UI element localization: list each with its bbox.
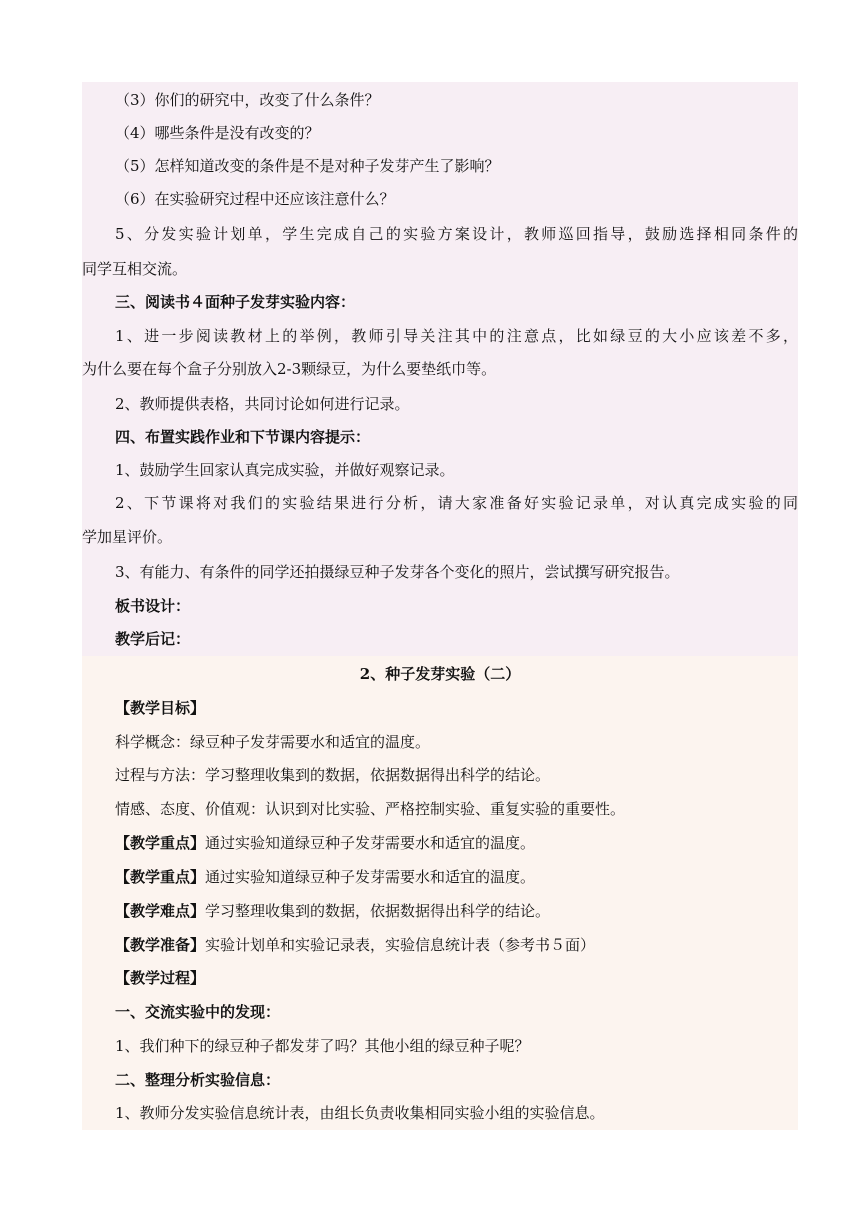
teaching-prep-label: 【教学准备】	[115, 936, 206, 954]
analyze-item1: 1、教师分发实验信息统计表，由组长负责收集相同实验小组的实验信息。	[115, 1104, 605, 1122]
difficult-point-text: 学习整理收集到的数据，依据数据得出科学的结论。	[205, 902, 551, 920]
key-point-1-text: 通过实验知道绿豆种子发芽需要水和适宜的温度。	[205, 834, 536, 852]
step5-line1: 5、分发实验计划单，学生完成自己的实验方案设计，教师巡回指导，鼓励选择相同条件的	[115, 225, 798, 243]
homework-item2-line2: 学加星评价。	[82, 528, 173, 546]
heading-read-textbook: 三、阅读书４面种子发芽实验内容：	[115, 293, 356, 311]
teaching-process-heading: 【教学过程】	[115, 969, 206, 987]
key-point-2-label: 【教学重点】	[115, 868, 206, 886]
goal-attitude-values: 情感、态度、价值观：认识到对比实验、严格控制实验、重复实验的重要性。	[115, 800, 626, 818]
question-5: （5）怎样知道改变的条件是不是对种子发芽产生了影响？	[115, 157, 500, 175]
lesson2-title: 2、种子发芽实验（二）	[359, 665, 521, 683]
share-item1: 1、我们种下的绿豆种子都发芽了吗？其他小组的绿豆种子呢？	[115, 1037, 530, 1055]
key-point-2-text: 通过实验知道绿豆种子发芽需要水和适宜的温度。	[205, 868, 536, 886]
heading-analyze-data: 二、整理分析实验信息：	[115, 1071, 281, 1089]
key-point-2	[82, 866, 798, 888]
read-item1-line2: 为什么要在每个盒子分别放入2-3颗绿豆，为什么要垫纸巾等。	[82, 360, 497, 378]
homework-item1: 1、鼓励学生回家认真完成实验，并做好观察记录。	[115, 461, 455, 479]
read-item1-line1: 1、进一步阅读教材上的举例，教师引导关注其中的注意点，比如绿豆的大小应该差不多，	[115, 327, 798, 345]
homework-item2-line1: 2、下节课将对我们的实验结果进行分析，请大家准备好实验记录单，对认真完成实验的同	[115, 494, 798, 512]
heading-homework: 四、布置实践作业和下节课内容提示：	[115, 428, 371, 446]
teaching-prep-text: 实验计划单和实验记录表，实验信息统计表（参考书５面）	[205, 936, 596, 954]
teaching-prep	[82, 934, 798, 956]
key-point-1	[82, 832, 798, 854]
goal-science-concept: 科学概念：绿豆种子发芽需要水和适宜的温度。	[115, 733, 431, 751]
lesson2-section	[82, 656, 798, 1130]
lesson1-continuation	[82, 82, 798, 656]
board-design-label: 板书设计：	[115, 597, 191, 615]
question-6: （6）在实验研究过程中还应该注意什么？	[115, 190, 395, 208]
key-point-1-label: 【教学重点】	[115, 834, 206, 852]
homework-item3: 3、有能力、有条件的同学还拍摄绿豆种子发芽各个变化的照片，尝试撰写研究报告。	[115, 563, 680, 581]
teaching-goals-heading: 【教学目标】	[115, 699, 206, 717]
step5-line2: 同学互相交流。	[82, 260, 188, 278]
question-3: （3）你们的研究中，改变了什么条件？	[115, 91, 380, 109]
difficult-point-label: 【教学难点】	[115, 902, 206, 920]
teaching-notes-label: 教学后记：	[115, 630, 191, 648]
goal-process-method: 过程与方法：学习整理收集到的数据，依据数据得出科学的结论。	[115, 766, 551, 784]
question-4: （4）哪些条件是没有改变的？	[115, 124, 320, 142]
read-item2: 2、教师提供表格，共同讨论如何进行记录。	[115, 395, 410, 413]
heading-share-findings: 一、交流实验中的发现：	[115, 1003, 281, 1021]
difficult-point	[82, 900, 798, 922]
